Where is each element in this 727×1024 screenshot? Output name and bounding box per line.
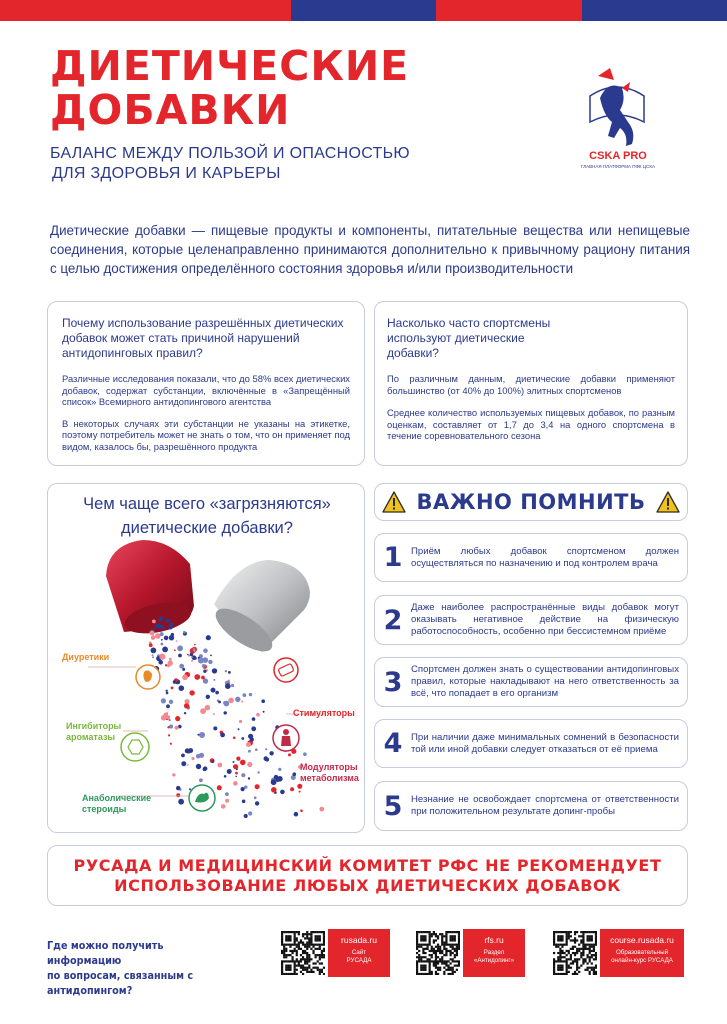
question-box-frequency (374, 301, 688, 466)
metabolism-icon (273, 725, 299, 751)
capsule-title: Чем чаще всего «загрязняются» диетические добавки? (83, 495, 331, 537)
logo-name: CSKA PRO (589, 150, 647, 162)
rule-number: 2 (383, 604, 403, 636)
important-title: ВАЖНО ПОМНИТЬ (416, 490, 646, 514)
label-metabolism-modulators: Модуляторы метаболизма (300, 762, 359, 783)
logo-subtitle: ГЛАВНАЯ ПЛАТФОРМА ПФК ЦСКА (581, 164, 655, 169)
capsule-infographic (47, 483, 365, 833)
page-title (50, 44, 510, 132)
answer-paragraph-1: Различные исследования показали, что до 58% всех диетических добавок, содержат субстанции, включённые в «Запрещённый список» Всемирного антидопингового агентства (62, 373, 350, 407)
rule-number: 3 (383, 666, 403, 698)
link-course[interactable] (553, 929, 684, 977)
rule-item (374, 533, 688, 582)
warning-icon (656, 491, 680, 513)
answer-paragraph-2: Среднее количество используемых пищевых добавок, по разным оценкам, составляет от 1,7 до 3,4 на одного спортсмена в течение соревновательного сезона (387, 407, 675, 441)
link-rfs[interactable] (416, 929, 525, 977)
rule-number: 4 (383, 728, 403, 759)
diuretics-icon (136, 665, 160, 689)
rule-number: 1 (383, 542, 403, 573)
anabolic-icon (189, 785, 215, 811)
intro-paragraph: Диетические добавки — пищевые продукты и компоненты, питательные вещества или непищевые соединения, которые целенаправленно принимаются дополнительно к привычному рациону питания с целью достижения определённого состояния здоровья и/или производительности (50, 223, 690, 276)
warning-icon (382, 491, 406, 513)
link-label[interactable]: rfs.ru Раздел «Антидопинг» (463, 929, 525, 977)
label-anabolic-steroids: Анаболические стероиды (82, 793, 152, 814)
rule-item (374, 781, 688, 831)
rule-text: Незнание не освобождает спортсмена от ответственности при положительном результате допинг-пробы (411, 794, 679, 817)
rule-number: 5 (383, 790, 403, 822)
banner-line-2: ИСПОЛЬЗОВАНИЕ ЛЮБЫХ ДИЕТИЧЕСКИХ ДОБАВОК (114, 875, 621, 895)
qr-code-icon[interactable] (553, 931, 597, 975)
subtitle-line-1: БАЛАНС МЕЖДУ ПОЛЬЗОЙ И ОПАСНОСТЬЮ (50, 145, 410, 162)
question-text: Почему использование разрешённых диетических добавок может стать причиной нарушений антидопинговых правил? (62, 316, 344, 360)
question-text: Насколько часто спортсмены используют диетические добавки? (387, 316, 551, 360)
qr-code-icon[interactable] (281, 931, 325, 975)
top-color-bar (0, 0, 727, 21)
link-label[interactable]: course.rusada.ru Образовательный онлайн-курс РУСАДА (600, 929, 684, 977)
title-line-1: ДИЕТИЧЕСКИЕ (50, 42, 410, 90)
stimulants-icon (274, 658, 298, 682)
rule-text: При наличии даже минимальных сомнений в безопасности той или иной добавки следует отказаться от её приема (411, 731, 679, 755)
label-diuretics: Диуретики (62, 652, 110, 662)
rule-item (374, 719, 688, 768)
link-label[interactable]: rusada.ru Сайт РУСАДА (328, 929, 390, 977)
question-box-contamination (47, 301, 365, 466)
important-header (374, 483, 688, 521)
banner-line-1: РУСАДА И МЕДИЦИНСКИЙ КОМИТЕТ РФС НЕ РЕКОМЕНДУЕТ (73, 855, 662, 875)
rule-text: Спортсмен должен знать о существовании антидопинговых правил, которые накладывают на него ответственность за всё, что попадает в его организм (411, 664, 679, 699)
rule-item (374, 595, 688, 645)
rule-item (374, 657, 688, 707)
label-stimulants: Стимуляторы (293, 708, 355, 718)
recommendation-banner (47, 845, 688, 906)
label-aromatase-inhibitors: Ингибиторы ароматазы (66, 721, 122, 742)
subtitle-line-2: ДЛЯ ЗДОРОВЬЯ И КАРЬЕРЫ (52, 165, 281, 182)
link-rusada[interactable] (281, 929, 390, 977)
page-subtitle (50, 144, 490, 184)
rule-text: Приём любых добавок спортсменом должен осуществляться по назначению и под контролем врача (411, 545, 679, 569)
title-line-2: ДОБАВКИ (50, 86, 291, 134)
rule-text: Даже наиболее распространённые виды добавок могут оказывать негативное действие на физическую работоспособность, особенно при бессистемном приёме (411, 602, 679, 637)
qr-code-icon[interactable] (416, 931, 460, 975)
answer-paragraph-2: В некоторых случаях эти субстанции не указаны на этикетке, поэтому потребитель может не знать о том, что он применяет под видом, казалось бы, разрешённого продукта (62, 417, 350, 452)
info-question: Где можно получить информацию по вопросам, связанным с антидопингом? (47, 940, 194, 997)
answer-paragraph-1: По различным данным, диетические добавки применяют большинство (от 40% до 100%) элитных спортсменов (387, 373, 675, 396)
